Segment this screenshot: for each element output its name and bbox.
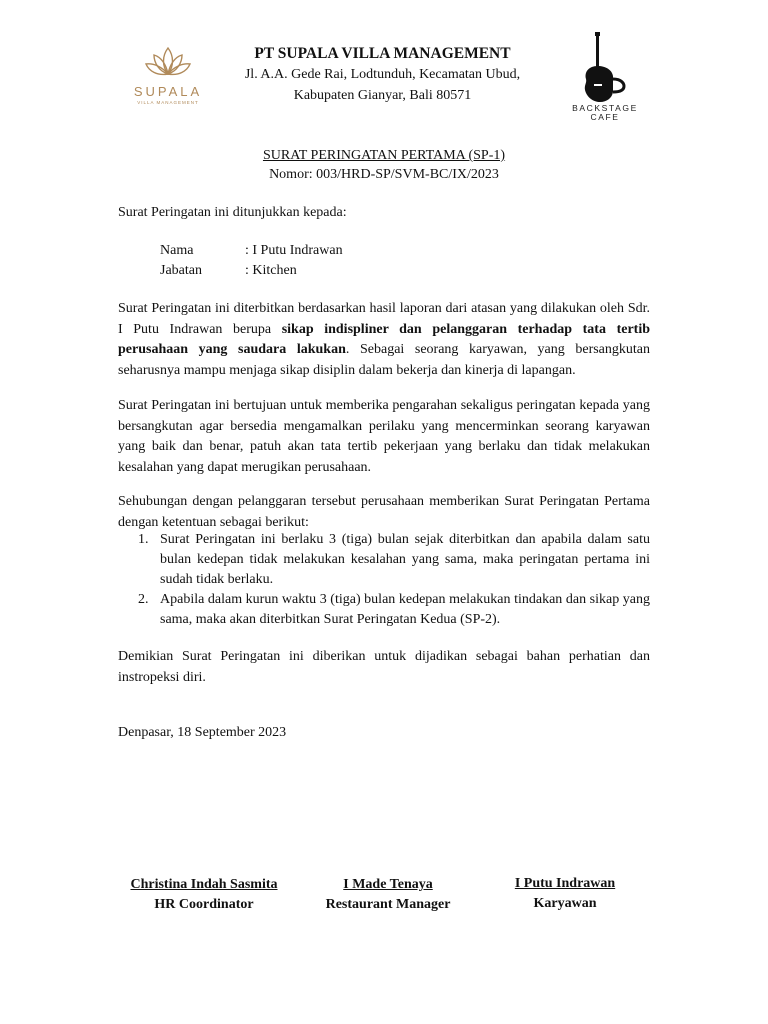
list-item-number: 2. [138, 592, 149, 607]
position-label: Jabatan [160, 263, 202, 278]
terms-list [118, 530, 650, 630]
paragraph-1-start: Surat Peringatan ini diterbitkan berdasarkan hasil laporan dari atasan yang dilakukan oleh Sdr. I Putu Indrawan berupa [118, 301, 650, 337]
supala-subtitle: VILLA MANAGEMENT [137, 100, 199, 105]
signatory-role: Restaurant Manager [325, 897, 451, 912]
list-item [118, 530, 650, 590]
list-item [118, 590, 650, 630]
supala-logo [118, 44, 218, 120]
company-name: PT SUPALA VILLA MANAGEMENT [254, 45, 511, 62]
signature-employee [495, 874, 635, 914]
lotus-icon [144, 44, 192, 82]
cafe-word: CAFE [590, 112, 620, 122]
guitar-cup-icon [580, 32, 630, 104]
paragraph-1-bold: sikap indispliner dan pelanggaran terhadap tata tertib perusahaan yang saudara lakukan [118, 321, 650, 357]
list-item-text: Surat Peringatan ini berlaku 3 (tiga) bulan sejak diterbitkan dan apabila dalam satu bulan kedepan tidak melakukan kesalahan yang sama, maka peringatan pertama ini sudah tidak berlaku. [160, 532, 650, 587]
name-value: : I Putu Indrawan [245, 243, 343, 258]
supala-wordmark: SUPALA [133, 84, 203, 99]
letter-number: Nomor: 003/HRD-SP/SVM-BC/IX/2023 [269, 167, 499, 182]
company-header [220, 44, 545, 106]
name-label: Nama [160, 243, 194, 258]
position-value: : Kitchen [245, 263, 297, 278]
place-date: Denpasar, 18 September 2023 [118, 725, 287, 740]
backstage-word: BACKSTAGE [572, 103, 638, 113]
signatory-name: I Made Tenaya [343, 877, 433, 892]
recipient-info [160, 241, 343, 281]
signature-manager [308, 875, 468, 915]
address-line-1: Jl. A.A. Gede Rai, Lodtunduh, Kecamatan Ubud, [244, 67, 521, 82]
address-line-2: Kabupaten Gianyar, Bali 80571 [293, 88, 472, 103]
backstage-cafe-logo [560, 32, 650, 132]
letter-title-block [118, 146, 650, 184]
signatory-name: I Putu Indrawan [514, 876, 616, 891]
paragraph-2: Surat Peringatan ini bertujuan untuk memberika pengarahan sekaligus peringatan kepada yang bersangkutan agar bersedia mengamalkan perilaku yang mencerminkan seorang karyawan yang baik dan benar, patuh akan tata tertib pekerjaan yang berlaku dan tidak melakukan kesalahan yang dapat merugikan perusahaan. [118, 398, 650, 475]
position-row [160, 261, 343, 281]
closing-text: Demikian Surat Peringatan ini diberikan untuk dijadikan sebagai bahan perhatian dan instropeksi diri. [118, 649, 650, 685]
paragraph-1 [118, 299, 650, 381]
signatory-name: Christina Indah Sasmita [130, 877, 278, 892]
signatory-role: Karyawan [533, 896, 597, 911]
paragraph-1-end: . Sebagai seorang karyawan, yang bersangkutan seharusnya mampu menjaga sikap disiplin dalam bekerja dan kinerja di lapangan. [118, 342, 650, 378]
paragraph-3: Sehubungan dengan pelanggaran tersebut perusahaan memberikan Surat Peringatan Pertama dengan ketentuan sebagai berikut: [118, 494, 650, 530]
list-item-number: 1. [138, 532, 149, 547]
list-item-text: Apabila dalam kurun waktu 3 (tiga) bulan kedepan melakukan tindakan dan sikap yang sama, maka akan diterbitkan Surat Peringatan Kedua (SP-2). [160, 592, 650, 627]
intro-text: Surat Peringatan ini ditunjukkan kepada: [118, 205, 347, 220]
letter-title: SURAT PERINGATAN PERTAMA (SP-1) [262, 148, 506, 163]
signature-hr [118, 875, 290, 915]
name-row [160, 241, 343, 261]
signatory-role: HR Coordinator [154, 897, 254, 912]
